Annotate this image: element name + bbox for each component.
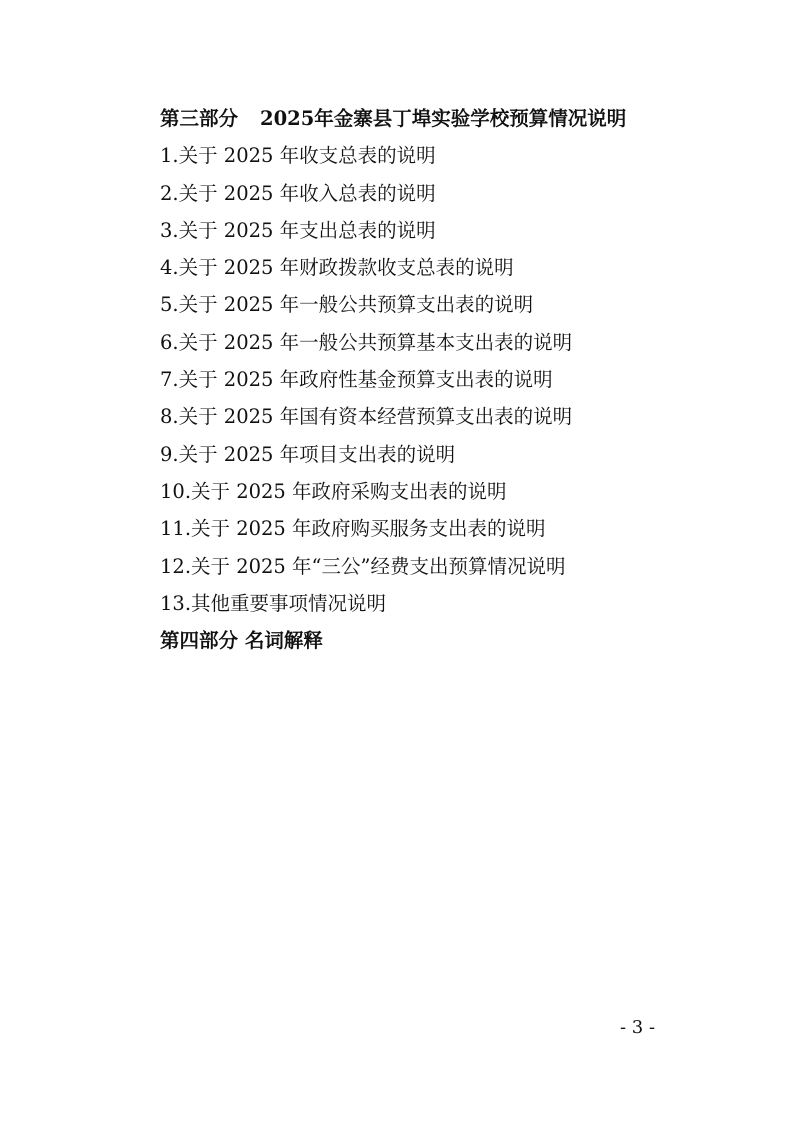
list-item: 6.关于 2025 年一般公共预算基本支出表的说明 [160,330,573,354]
list-item: 2.关于 2025 年收入总表的说明 [160,181,436,205]
list-item: 11.关于 2025 年政府购买服务支出表的说明 [160,517,546,541]
list-item: 1.关于 2025 年收支总表的说明 [160,144,436,168]
list-item: 3.关于 2025 年支出总表的说明 [160,218,436,242]
list-item: 4.关于 2025 年财政拨款收支总表的说明 [160,256,514,280]
part4-heading [160,622,720,659]
page-number: - 3 - [620,1017,656,1038]
list-item: 13.其他重要事项情况说明 [160,591,387,615]
part4-label: 第四部分 [160,629,239,653]
part3-title: 2025年金寨县丁埠实验学校预算情况说明 [260,107,627,130]
part4-title: 名词解释 [244,629,323,653]
list-item: 12.关于 2025 年“三公”经费支出预算情况说明 [160,554,566,578]
part3-heading [160,100,720,137]
list-item: 7.关于 2025 年政府性基金预算支出表的说明 [160,368,553,392]
list-item: 10.关于 2025 年政府采购支出表的说明 [160,479,507,503]
document-body [160,100,720,659]
part3-label: 第三部分 [160,107,239,130]
list-item: 5.关于 2025 年一般公共预算支出表的说明 [160,293,534,317]
list-item: 8.关于 2025 年国有资本经营预算支出表的说明 [160,405,573,429]
list-item: 9.关于 2025 年项目支出表的说明 [160,442,456,466]
